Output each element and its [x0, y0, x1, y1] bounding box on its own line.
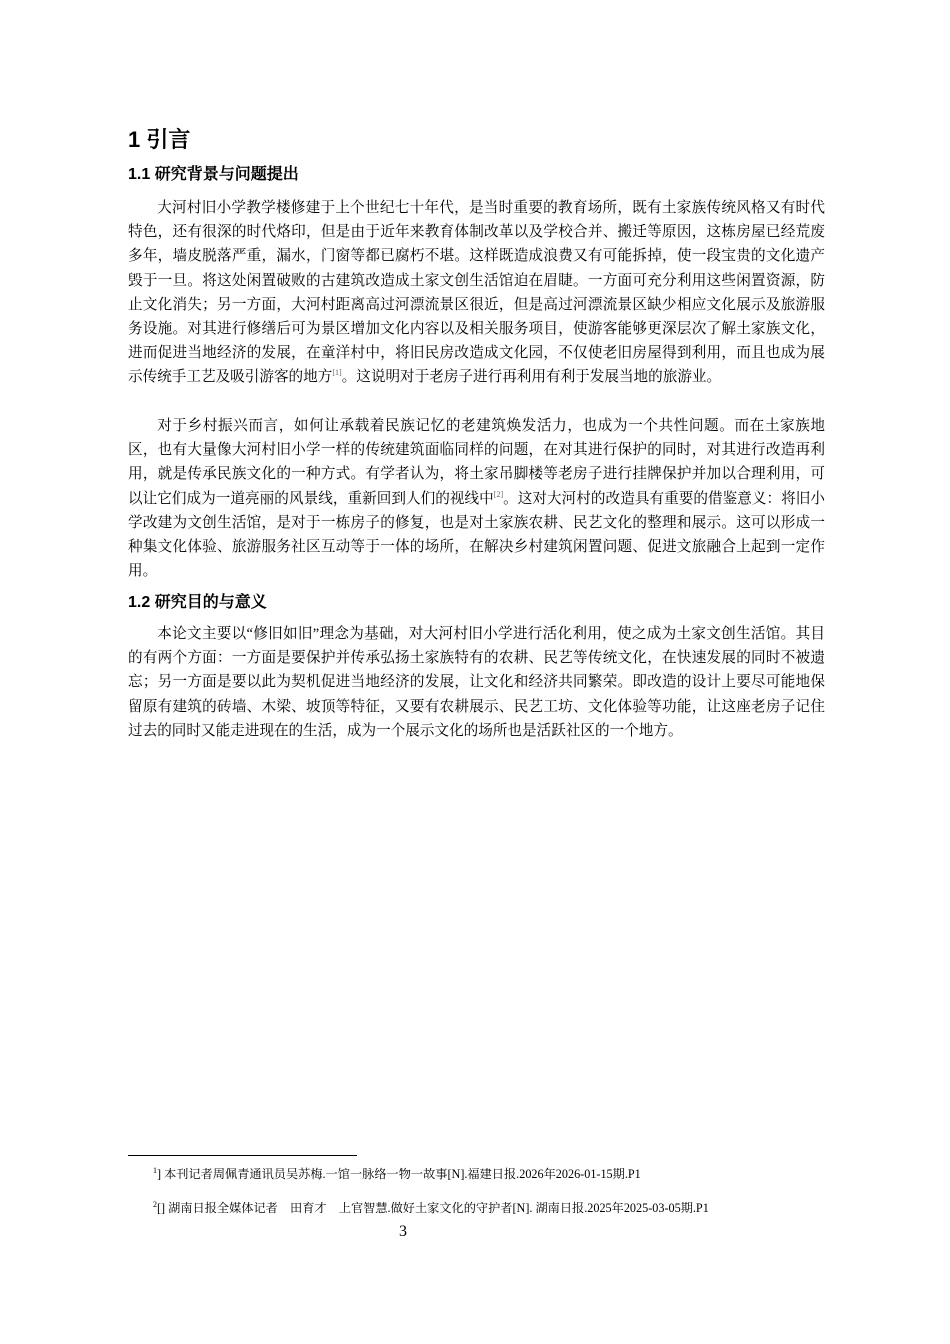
page-number: 3 [399, 1223, 407, 1240]
footnote-mark: 2 [153, 1200, 157, 1209]
citation-ref-1[interactable]: [1] [332, 368, 342, 378]
citation-ref-2[interactable]: [2] [493, 489, 504, 499]
paragraph-background [128, 196, 825, 390]
section-heading-background: 1.1 研究背景与问题提出 [128, 166, 299, 183]
footnote-1 [153, 1165, 853, 1183]
footnote-text: ] 本刊记者周佩青通讯员吴苏梅.一馆一脉络一物一故事[N].福建日报.2026年2026-01-15期.P1 [157, 1167, 641, 1181]
paragraph-rural-revitalization [128, 414, 825, 583]
footnote-divider [128, 1155, 357, 1156]
paragraph-text: 大河村旧小学教学楼修建于上个世纪七十年代，是当时重要的教育场所，既有土家族传统风格又有时代特色，还有很深的时代烙印，但是由于近年来教育体制改革以及学校合并、搬迁等原因，这栋房屋已经荒废多年，墙皮脱落严重，漏水，门窗等都已腐朽不堪。这样既造成浪费又有可能拆掉，使一段宝贵的文化遗产毁于一旦。将这处闲置破败的古建筑改造成土家文创生活馆迫在眉睫。一方面可充分利用这些闲置资源，防止文化消失；另一方面，大河村距离高过河漂流景区很近，但是高过河漂流景区缺少相应文化展示及旅游服务设施。对其进行修缮后可为景区增加文化内容以及相关服务项目，使游客能够更深层次了解土家族文化，进而促进当地经济的发展，在童洋村中，将旧民房改造成文化园，不仅使老旧房屋得到利用，而且也成为展示传统手工艺及吸引游客的地方 [128, 200, 825, 386]
paragraph-purpose: 本论文主要以“修旧如旧”理念为基础，对大河村旧小学进行活化利用，使之成为土家文创生活馆。其目的有两个方面：一方面是要保护并传承弘扬土家族特有的农耕、民艺等传统文化，在快速发展的同时不被遗忘；另一方面是要以此为契机促进当地经济的发展，让文化和经济共同繁荣。即改造的设计上要尽可能地保留原有建筑的砖墙、木梁、坡顶等特征，又要有农耕展示、民艺工坊、文化体验等功能，让这座老房子记住过去的同时又能走进现在的生活，成为一个展示文化的场所也是活跃社区的一个地方。 [128, 626, 825, 739]
paragraph-text: 对于乡村振兴而言，如何让承载着民族记忆的老建筑焕发活力，也成为一个共性问题。而在土家族地区，也有大量像大河村旧小学一样的传统建筑面临同样的问题，在对其进行保护的同时，对其进行改造再利用，就是传承民族文化的一种方式。有学者认为，将土家吊脚楼等老房子进行挂牌保护并加以合理利用，可以让它们成为一道亮丽的风景线，重新回到人们的视线中 [128, 418, 825, 507]
footnote-mark: 1 [153, 1166, 157, 1175]
chapter-heading: 1 引言 [128, 127, 191, 152]
footnote-text: [] 湖南日报全媒体记者 田育才 上官智慧.做好土家文化的守护者[N]. 湖南日报.2025年2025-03-05期.P1 [157, 1201, 709, 1215]
section-heading-purpose: 1.2 研究目的与意义 [128, 594, 267, 611]
paragraph-text: 。这对大河村的改造具有重要的借鉴意义：将旧小学改建为文创生活馆，是对于一栋房子的修复，也是对土家族农耕、民艺文化的整理和展示。这可以形成一种集文化体验、旅游服务社区互动等于一体的场所，在解决乡村建筑闲置问题、促进文旅融合上起到一定作用。 [128, 490, 825, 580]
paragraph-text: 。这说明对于老房子进行再利用有利于发展当地的旅游业。 [341, 369, 722, 386]
footnote-2 [153, 1199, 853, 1217]
